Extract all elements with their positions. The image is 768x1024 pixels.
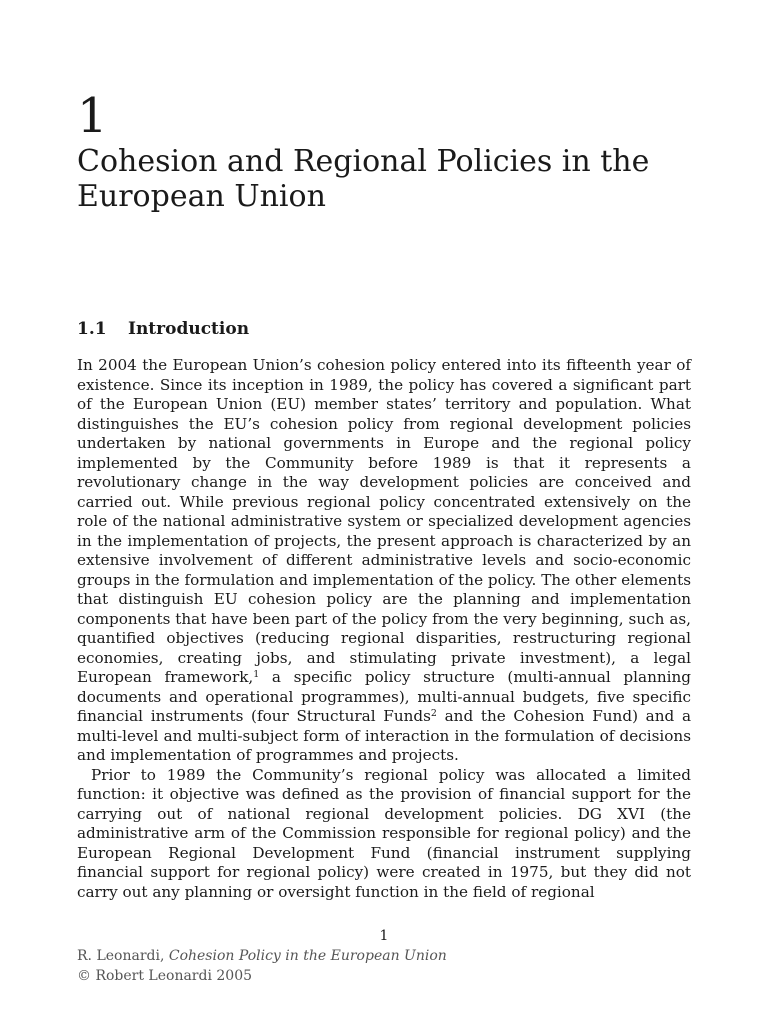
- page-number: 1: [379, 928, 389, 944]
- chapter-title: Cohesion and Regional Policies in the European Union: [77, 144, 650, 214]
- footer-author: R. Leonardi,: [77, 948, 169, 964]
- footer-book-title: Cohesion Policy in the European Union: [168, 948, 447, 964]
- body-text: [77, 356, 691, 902]
- footer-copyright: © Robert Leonardi 2005: [77, 968, 253, 984]
- section-heading: [77, 318, 249, 340]
- section-title: Introduction: [128, 319, 250, 339]
- paragraph-2: Prior to 1989 the Community’s regional policy was allocated a limited function: it objective was defined as the provision of financial support for the carrying out of national regional development policies. DG XVI (the administrative arm of the Commission responsible for regional policy) and the European Regional Development Fund (financial instrument supplying financial support for regional policy) were created in 1975, but they did not carry out any planning or oversight function in the field of regional: [77, 765, 691, 901]
- paragraph-1: [77, 356, 691, 766]
- footer: [77, 946, 447, 986]
- section-number: 1.1: [77, 319, 107, 339]
- chapter-number: 1: [77, 88, 108, 144]
- footer-citation: [77, 946, 447, 966]
- footnote-ref-1: 1: [253, 668, 260, 680]
- document-page: [77, 0, 691, 1024]
- paragraph-1-part-1: In 2004 the European Union’s cohesion policy entered into its fifteenth year of existence. Since its inception in 1989, the policy has covered a significant part of the European Union (EU) member states’ territory and population. What distinguishes the EU’s cohesion policy from regional development policies undertaken by national governments in Europe and the regional policy implemented by the Community before 1989 is that it represents a revolutionary change in the way development policies are conceived and carried out. While previous regional policy concentrated extensively on the role of the national administrative system or specialized development agencies in the implementation of projects, the present approach is characterized by an extensive involvement of different administrative levels and socio-economic groups in the formulation and implementation of the policy. The other elements that distinguish EU cohesion policy are the planning and implementation components that have been part of the policy from the very beginning, such as, quantified objectives (reducing regional disparities, restructuring regional economies, creating jobs, and stimulating private investment), a legal European framework,: [77, 356, 691, 686]
- footnote-ref-2: 2: [430, 707, 437, 719]
- paragraph-1-part-2: a specific policy structure (multi-annual planning documents and operational programmes), multi-annual budgets, five specific financial instruments (four Structural Funds: [77, 668, 691, 725]
- paragraph-1-part-3: and the Cohesion Fund) and a multi-level and multi-subject form of interaction in the formulation of decisions and implementation of programmes and projects.: [77, 707, 691, 764]
